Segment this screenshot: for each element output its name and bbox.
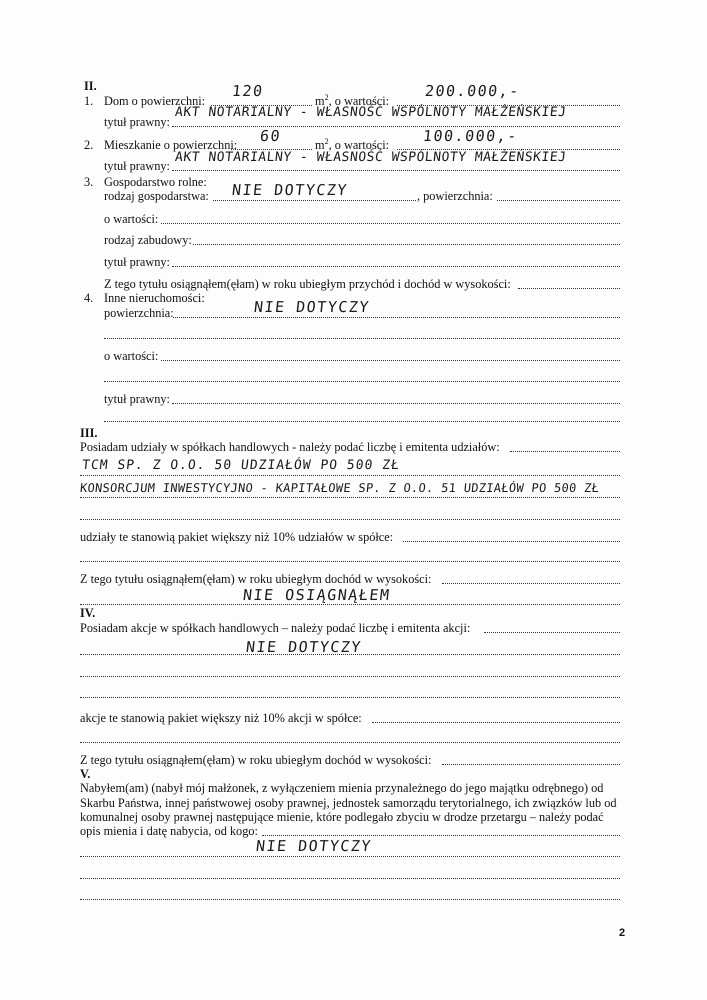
other-area-value: NIE DOTYCZY xyxy=(253,298,371,316)
acquisition-text-4: opis mienia i datę nabycia, od kogo: xyxy=(80,824,258,838)
other-area-label: powierzchnia: xyxy=(104,306,174,320)
acquisition-value: NIE DOTYCZY xyxy=(255,837,373,855)
flat-title-label: tytuł prawny: xyxy=(104,159,170,173)
house-title-label: tytuł prawny: xyxy=(104,115,170,129)
farm-title-label: tytuł prawny: xyxy=(104,255,170,269)
house-value: 200.000,- xyxy=(424,82,521,100)
house-area-value: 120 xyxy=(231,82,265,100)
house-area-label: Dom o powierzchni: xyxy=(104,94,206,108)
flat-area-value: 60 xyxy=(259,127,283,145)
flat-title-value: AKT NOTARIALNY - WŁASNOŚĆ WSPÓLNOTY MAŁŻEŃSKIEJ xyxy=(174,150,568,165)
item-3-number: 3. xyxy=(84,175,94,189)
shares-income-label: Z tego tytułu osiągnąłem(ęłam) w roku ubiegłym dochód w wysokości: xyxy=(80,572,432,586)
house-title-value: AKT NOTARIALNY - WŁASNOŚĆ WSPÓLNOTY MAŁŻEŃSKIEJ xyxy=(174,105,568,120)
section-iv-title: IV. xyxy=(80,606,96,620)
item-1-number: 1. xyxy=(84,94,94,108)
shares-line-2: KONSORCJUM INWESTYCYJNO - KAPITAŁOWE SP. Z O.O. 51 UDZIAŁÓW PO 500 ZŁ xyxy=(79,481,600,495)
shares-income-value: NIE OSIĄGNĄŁEM xyxy=(242,586,392,604)
farm-type-label: rodzaj gospodarstwa: xyxy=(104,189,209,203)
shares-line-1: TCM SP. Z O.O. 50 UDZIAŁÓW PO 500 ZŁ xyxy=(81,458,401,473)
stocks-label: Posiadam akcje w spółkach handlowych – należy podać liczbę i emitenta akcji: xyxy=(80,621,471,635)
acquisition-text-3: komunalnej osoby prawnej następujące mienie, które podlegało zbyciu w drodze przetargu – należy podać xyxy=(80,810,604,824)
shares-10pct-label: udziały te stanowią pakiet większy niż 10% udziałów w spółce: xyxy=(80,530,394,544)
stocks-value: NIE DOTYCZY xyxy=(245,638,363,656)
shares-label: Posiadam udziały w spółkach handlowych - należy podać liczbę i emitenta udziałów: xyxy=(80,440,500,454)
section-iii-title: III. xyxy=(80,426,98,440)
other-property-label: Inne nieruchomości: xyxy=(104,291,205,305)
flat-area-unit: $m^2$, o wartości: xyxy=(315,136,390,152)
farm-area-label: , powierzchnia: xyxy=(417,189,493,203)
flat-area-label: Mieszkanie o powierzchni: xyxy=(104,138,238,152)
stocks-10pct-label: akcje te stanowią pakiet większy niż 10% akcji w spółce: xyxy=(80,711,362,725)
page-number: 2 xyxy=(619,927,626,939)
farm-label: Gospodarstwo rolne: xyxy=(104,175,207,189)
acquisition-text-2: Skarbu Państwa, innej państwowej osoby prawnej, jednostek samorządu terytorialnego, ich związków lub od xyxy=(80,796,617,810)
flat-value: 100.000,- xyxy=(422,127,519,145)
farm-buildings-label: rodzaj zabudowy: xyxy=(104,233,192,247)
acquisition-text-1: Nabyłem(am) (nabył mój małżonek, z wyłączeniem mienia przynależnego do jego majątku odrębnego) od xyxy=(80,781,604,795)
farm-income-label: Z tego tytułu osiągnąłem(ęłam) w roku ubiegłym przychód i dochód w wysokości: xyxy=(104,277,511,291)
section-v-title: V. xyxy=(80,767,91,781)
section-ii-title: II. xyxy=(84,79,97,93)
item-4-number: 4. xyxy=(84,291,94,305)
item-2-number: 2. xyxy=(84,138,94,152)
house-area-unit: $m^2$, o wartości: xyxy=(315,92,390,108)
stocks-income-label: Z tego tytułu osiągnąłem(ęłam) w roku ubiegłym dochód w wysokości: xyxy=(80,753,432,767)
farm-type-value: NIE DOTYCZY xyxy=(231,181,349,199)
other-title-label: tytuł prawny: xyxy=(104,392,170,406)
farm-value-label: o wartości: xyxy=(104,212,159,226)
other-value-label: o wartości: xyxy=(104,349,159,363)
